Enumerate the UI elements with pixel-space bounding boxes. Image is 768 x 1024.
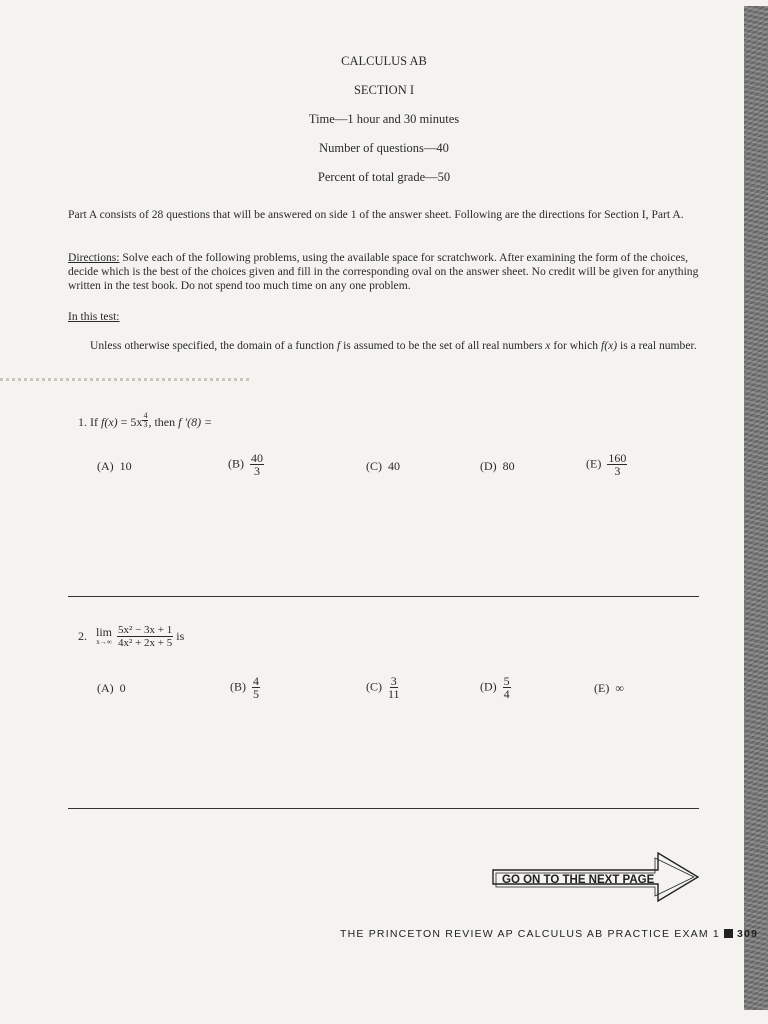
note-fx: f(x) <box>601 339 618 352</box>
page-number: 309 <box>736 928 759 940</box>
grade-percent: Percent of total grade—50 <box>317 170 451 184</box>
choice-letter: (C) <box>366 459 382 473</box>
fraction-denominator: 4 <box>503 687 510 701</box>
fraction-denominator: 5 <box>253 687 259 701</box>
choice-letter: (D) <box>480 459 497 473</box>
choice-letter: (E) <box>586 456 602 471</box>
q2-choice-a[interactable] <box>97 681 126 696</box>
question-divider <box>68 808 699 809</box>
q1-number: 1. <box>78 415 87 429</box>
footer-text: THE PRINCETON REVIEW AP CALCULUS AB PRACTICE EXAM 1 <box>340 928 720 940</box>
note-part-4: is a real number. <box>617 339 697 352</box>
note-part-3: for which <box>550 339 601 352</box>
q2-tail: is <box>176 629 185 643</box>
q2-choice-e[interactable] <box>594 681 624 696</box>
q2-numerator: 5x² − 3x + 1 <box>118 624 173 636</box>
fraction-denominator: 3 <box>614 464 621 478</box>
part-a-intro: Part A consists of 28 questions that will be answered on side 1 of the answer sheet. Following are the directions for Section I, Part A. <box>68 208 684 221</box>
q2-limit <box>96 626 112 647</box>
q1-exp-den: 3 <box>143 420 148 429</box>
q2-fraction <box>117 624 173 649</box>
choice-value: 80 <box>502 459 515 473</box>
q1-exp-num: 4 <box>143 411 148 420</box>
domain-note <box>90 339 702 353</box>
time-info: Time—1 hour and 30 minutes <box>308 112 460 126</box>
in-this-test-label <box>68 310 703 324</box>
fraction-denominator: 11 <box>388 687 400 701</box>
q2-lim-sub: x→∞ <box>96 638 112 646</box>
choice-letter: (B) <box>230 679 246 694</box>
square-bullet-icon <box>724 929 733 938</box>
q2-choice-c[interactable] <box>366 675 400 700</box>
choice-letter: (A) <box>97 459 114 473</box>
note-f: f <box>336 339 341 352</box>
question-1 <box>78 412 212 430</box>
choice-letter: (D) <box>480 679 497 694</box>
question-divider <box>68 596 699 597</box>
fraction-denominator: 3 <box>254 464 260 478</box>
choice-fraction <box>607 452 627 477</box>
q2-choice-d[interactable] <box>480 675 511 700</box>
go-on-label: GO ON TO THE NEXT PAGE <box>502 874 655 886</box>
exam-title: CALCULUS AB <box>341 54 427 68</box>
q2-choice-b[interactable] <box>230 675 260 700</box>
choice-value: 0 <box>119 681 126 695</box>
q1-choice-a[interactable] <box>97 459 132 474</box>
section-title: SECTION I <box>353 83 415 97</box>
q1-fx: f(x) <box>101 415 118 429</box>
choice-value: ∞ <box>615 681 624 695</box>
choice-letter: (A) <box>97 681 114 695</box>
choice-fraction <box>388 675 400 700</box>
fraction-numerator: 40 <box>251 451 263 465</box>
fraction-numerator: 160 <box>608 451 627 465</box>
q1-choice-d[interactable] <box>480 459 515 474</box>
question-count: Number of questions—40 <box>319 141 449 155</box>
q1-choice-c[interactable] <box>366 459 400 474</box>
q1-tail: , then <box>148 415 179 429</box>
note-x: x <box>545 339 551 352</box>
scanned-page-edge <box>744 6 768 1010</box>
q2-lim: lim <box>96 625 113 639</box>
q1-lead: If <box>90 415 101 429</box>
q2-number: 2. <box>78 629 87 643</box>
note-part-2: is assumed to be the set of all real numbers <box>340 339 546 352</box>
choice-fraction <box>250 452 264 477</box>
in-this-test-text: In this test: <box>68 310 120 323</box>
choice-letter: (C) <box>366 679 382 694</box>
fraction-numerator: 3 <box>390 674 397 688</box>
note-part-1: Unless otherwise specified, the domain of a function <box>90 339 337 352</box>
fraction-numerator: 4 <box>253 674 259 688</box>
page-footer <box>340 928 758 940</box>
choice-value: 10 <box>119 459 132 473</box>
choice-letter: (E) <box>594 681 610 695</box>
choice-fraction <box>503 675 511 700</box>
q2-denominator: 4x² + 2x + 5 <box>118 637 173 649</box>
directions-label: Directions: <box>68 251 120 264</box>
q1-choice-b[interactable] <box>228 452 264 477</box>
fraction-numerator: 5 <box>503 674 510 688</box>
q1-choice-e[interactable] <box>586 452 627 477</box>
directions-text: Solve each of the following problems, using the available space for scratchwork. After examining the form of the choices, decide which is the best of the choices given and fill in the corresponding oval on the answer sheet. No credit will be given for anything written in the test book. Do not spend too much time on any one problem. <box>68 251 699 292</box>
scan-noise-line <box>0 378 250 381</box>
choice-value: 40 <box>388 459 400 473</box>
directions-paragraph <box>68 251 703 293</box>
q1-fprime: f ′(8) = <box>178 415 213 429</box>
q1-eq: = 5x <box>117 415 143 429</box>
question-2 <box>78 624 184 649</box>
choice-fraction <box>252 675 260 700</box>
choice-letter: (B) <box>228 456 244 471</box>
